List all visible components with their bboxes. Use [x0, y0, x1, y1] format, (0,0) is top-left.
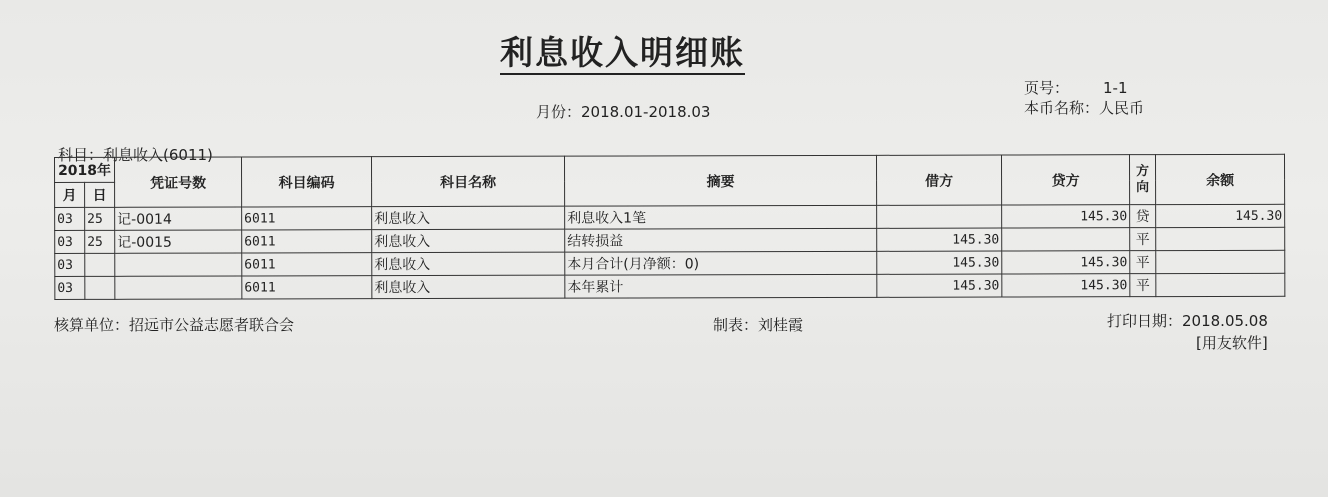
subject-label: 科目：利息收入(6011)	[58, 146, 213, 164]
cell-name: 利息收入	[372, 206, 565, 230]
accounting-unit: 核算单位：招远市公益志愿者联合会	[54, 316, 295, 334]
cell-summary: 利息收入1笔	[565, 205, 877, 229]
page-title: 利息收入明细账	[500, 34, 745, 75]
col-year: 2018年	[55, 157, 115, 182]
cell-summary: 结转损益	[565, 228, 877, 252]
cell-direction: 平	[1130, 274, 1156, 297]
cell-day: 25	[85, 230, 115, 253]
cell-credit: 145.30	[1002, 274, 1130, 297]
col-direction: 方向	[1129, 155, 1155, 205]
period-label: 月份：2018.01-2018.03	[536, 103, 711, 121]
cell-voucher	[115, 276, 242, 299]
cell-code: 6011	[242, 230, 372, 253]
col-code: 科目编码	[242, 157, 372, 207]
cell-debit: 145.30	[877, 274, 1002, 297]
col-voucher: 凭证号数	[115, 157, 242, 207]
col-month: 月	[55, 182, 85, 207]
cell-balance	[1156, 273, 1285, 296]
table-row	[55, 273, 1285, 299]
print-date: 打印日期：2018.05.08	[1107, 312, 1268, 330]
cell-balance	[1156, 250, 1285, 273]
cell-voucher: 记-0014	[115, 207, 242, 230]
cell-month: 03	[55, 276, 85, 299]
cell-credit: 145.30	[1002, 251, 1130, 274]
software-mark: [用友软件]	[1196, 334, 1268, 352]
cell-balance: 145.30	[1156, 204, 1285, 227]
cell-code: 6011	[242, 253, 372, 276]
table-row	[55, 227, 1285, 253]
cell-month: 03	[55, 230, 85, 253]
cell-code: 6011	[242, 207, 372, 230]
cell-credit: 145.30	[1002, 205, 1130, 228]
col-day: 日	[85, 182, 115, 207]
cell-voucher: 记-0015	[115, 230, 242, 253]
cell-debit: 145.30	[877, 251, 1002, 274]
cell-month: 03	[55, 253, 85, 276]
cell-debit	[877, 205, 1002, 228]
cell-debit: 145.30	[877, 228, 1002, 251]
ledger-table	[54, 154, 1285, 300]
cell-direction: 平	[1130, 228, 1156, 251]
cell-direction: 贷	[1130, 205, 1156, 228]
col-summary: 摘要	[564, 155, 876, 206]
cell-day: 25	[85, 207, 115, 230]
cell-day	[85, 276, 115, 299]
page-number-value: 1-1	[1103, 79, 1128, 97]
col-credit: 贷方	[1001, 155, 1129, 205]
page-number-label: 页号：	[1024, 79, 1070, 97]
col-name: 科目名称	[372, 156, 565, 207]
page-number	[1024, 77, 1128, 98]
table-row	[55, 250, 1285, 276]
cell-code: 6011	[242, 276, 372, 299]
cell-summary: 本年累计	[565, 274, 877, 298]
col-debit: 借方	[876, 155, 1001, 205]
cell-name: 利息收入	[372, 275, 565, 299]
cell-balance	[1156, 227, 1285, 250]
cell-credit	[1002, 228, 1130, 251]
currency-label: 本币名称：人民币	[1024, 99, 1145, 117]
col-balance: 余额	[1155, 154, 1284, 204]
cell-name: 利息收入	[372, 252, 565, 276]
cell-name: 利息收入	[372, 229, 565, 253]
cell-day	[85, 253, 115, 276]
cell-voucher	[115, 253, 242, 276]
cell-summary: 本月合计(月净额：0)	[565, 251, 877, 275]
cell-direction: 平	[1130, 251, 1156, 274]
table-row	[55, 204, 1285, 230]
prepared-by: 制表：刘桂霞	[713, 316, 804, 334]
cell-month: 03	[55, 207, 85, 230]
